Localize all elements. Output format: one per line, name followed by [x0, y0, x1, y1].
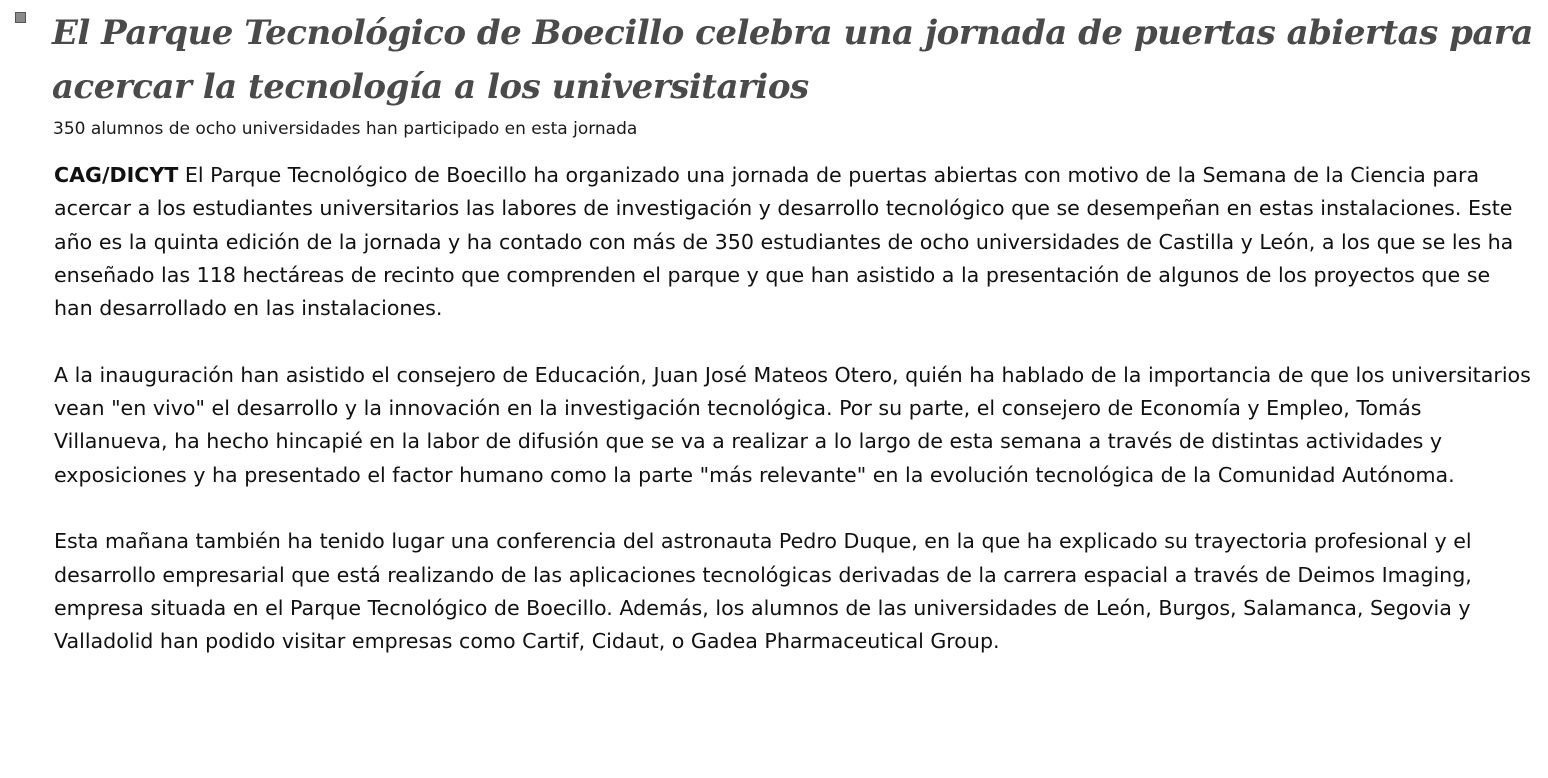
article-paragraph [54, 159, 1534, 325]
article-headline: El Parque Tecnológico de Boecillo celebra una jornada de puertas abiertas para acercar la tecnología a los universitarios [52, 13, 1533, 107]
article-paragraph: A la inauguración han asistido el consejero de Educación, Juan José Mateos Otero, quién ha hablado de la importancia de que los universitarios vean "en vivo" el desarrollo y la innovación en la investigación tecnológica. Por su parte, el consejero de Economía y Empleo, Tomás Villanueva, ha hecho hincapié en la labor de difusión que se va a realizar a lo largo de esta semana a través de distintas actividades y exposiciones y ha presentado el factor humano como la parte "más relevante" en la evolución tecnológica de la Comunidad Autónoma. [54, 362, 1531, 487]
article-byline: CAG/DICYT [54, 163, 179, 187]
article-paragraph-text: El Parque Tecnológico de Boecillo ha organizado una jornada de puertas abiertas con motivo de la Semana de la Ciencia para acercar a los estudiantes universitarios las labores de investigación y desarrollo tecnológico que se desempeñan en estas instalaciones. Este año es la quinta edición de la jornada y ha contado con más de 350 estudiantes de ocho universidades de Castilla y León, a los que se les ha enseñado las 118 hectáreas de recinto que comprenden el parque y que han asistido a la presentación de algunos de los proyectos que se han desarrollado en las instalaciones. [54, 163, 1514, 321]
article-body [54, 159, 1534, 692]
article-paragraph: Esta mañana también ha tenido lugar una conferencia del astronauta Pedro Duque, en la que ha explicado su trayectoria profesional y el desarrollo empresarial que está realizando de las aplicaciones tecnológicas derivadas de la carrera espacial a través de Deimos Imaging, empresa situada en el Parque Tecnológico de Boecillo. Además, los alumnos de las universidades de León, Burgos, Salamanca, Segovia y Valladolid han podido visitar empresas como Cartif, Cidaut, o Gadea Pharmaceutical Group. [54, 529, 1472, 654]
headline-bullet-icon [15, 12, 26, 23]
article-subtitle: 350 alumnos de ocho universidades han participado en esta jornada [53, 119, 638, 139]
